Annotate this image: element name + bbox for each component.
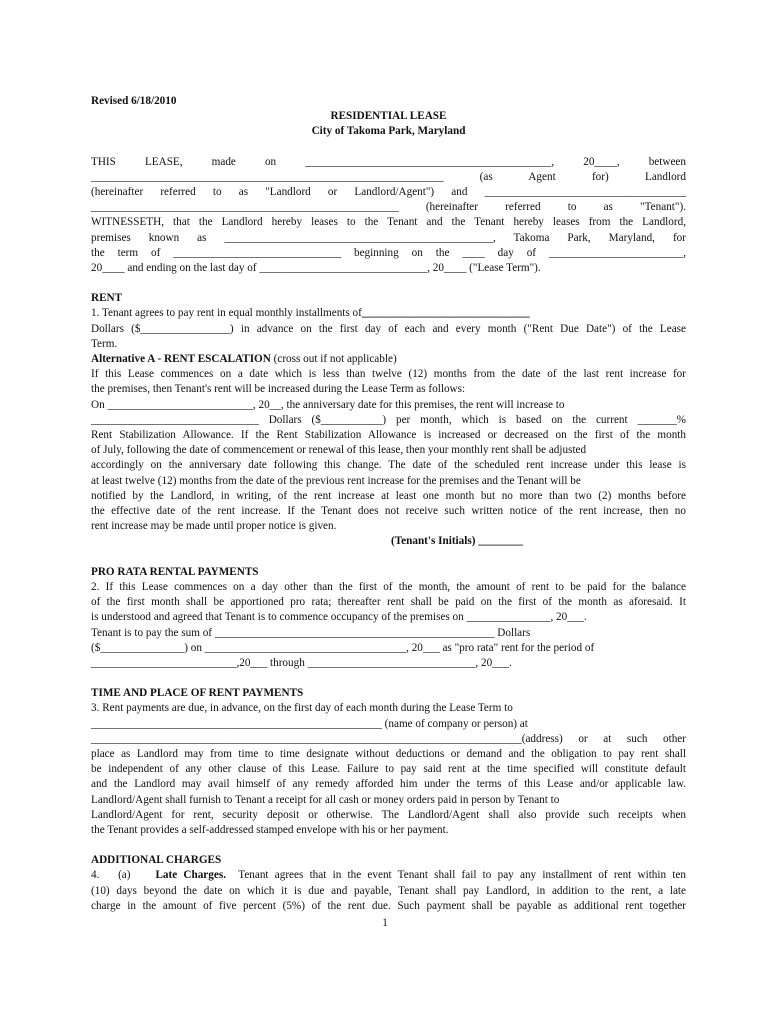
time-place-line: _____________________________________________________________________________(address) or at such other [91, 732, 686, 745]
tenant-initials: (Tenant's Initials) ________ [391, 535, 523, 548]
rent-clause-line: Term. [91, 337, 118, 350]
document-title: RESIDENTIAL LEASE [330, 110, 447, 123]
late-charges-title: Late Charges. [155, 869, 226, 882]
time-place-line: be independent of any other clause of this Lease. Failure to pay said rent at the time specified will constitute default [91, 763, 686, 776]
alt-a-line: Rent Stabilization Allowance. If the Rent Stabilization Allowance is increased or decreased on the first of the month [91, 429, 686, 442]
time-place-line: 3. Rent payments are due, in advance, on the first day of each month during the Lease Term to [91, 702, 513, 715]
document-subtitle: City of Takoma Park, Maryland [311, 125, 466, 138]
revision-date: Revised 6/18/2010 [91, 95, 177, 107]
prorata-line: 2. If this Lease commences on a day other than the first of the month, the amount of rent to be paid for the balance [91, 580, 686, 593]
intro-line: the term of ______________________________ beginning on the ____ day of ________________________, [91, 246, 686, 259]
time-place-line: Landlord/Agent shall furnish to Tenant a receipt for all cash or money orders paid in person by Tenant to [91, 793, 560, 806]
time-place-line: and the Landlord may avail himself of any remedy afforded him under the terms of this Lease and/or applicable law. [91, 778, 686, 791]
time-place-heading: TIME AND PLACE OF RENT PAYMENTS [91, 687, 304, 700]
intro-line: premises known as ________________________________________________, Takoma Park, Maryland, for [91, 231, 686, 244]
prorata-line: __________________________,20___ through ______________________________, 20___. [91, 656, 512, 669]
prorata-heading: PRO RATA RENTAL PAYMENTS [91, 565, 259, 578]
rent-clause-line: Dollars ($________________) in advance on the first day of each and every month ("Rent Due Date") of the Lease [91, 322, 686, 335]
intro-line: (hereinafter referred to as "Landlord or Landlord/Agent") and ____________________________________ [91, 186, 686, 199]
prorata-line: Tenant is to pay the sum of __________________________________________________ Dollars [91, 626, 531, 639]
rent-amount-blank: ______________________________ [361, 307, 530, 320]
late-charges-text: Tenant agrees that in the event Tenant shall fail to pay any installment of rent within ten [226, 869, 687, 882]
time-place-line: the Tenant provides a self-addressed stamped envelope with his or her payment. [91, 823, 449, 836]
rent-clause-text: 1. Tenant agrees to pay rent in equal monthly installments of [91, 307, 362, 320]
time-place-section [91, 686, 686, 838]
prorata-line: of the first month shall be apportioned pro rata; thereafter rent shall be paid on the first of the month as aforesaid. It [91, 596, 686, 609]
rent-heading: RENT [91, 292, 123, 305]
alt-a-line: On __________________________, 20__, the anniversary date for this premises, the rent will increase to [91, 398, 565, 411]
late-charges-number: 4. (a) [91, 869, 156, 882]
alt-a-line: rent increase may be made until proper notice is given. [91, 520, 337, 533]
rent-clause-line [91, 306, 686, 321]
intro-line: THIS LEASE, made on ____________________________________________, 20____, between [91, 155, 686, 168]
alt-a-line: If this Lease commences on a date which is less than twelve (12) months from the date of the last rent increase for [91, 368, 686, 381]
additional-charges-line: (10) days beyond the date on which it is due and payable, Tenant shall pay Landlord, in addition to the rent, a late [91, 884, 686, 897]
alt-a-note: (cross out if not applicable) [270, 353, 397, 366]
alt-a-line: ______________________________ Dollars ($___________) per month, which is based on the current _______% [91, 413, 686, 426]
page-number: 1 [382, 917, 388, 929]
time-place-line: ____________________________________________________ (name of company or person) at [91, 717, 528, 730]
prorata-section [91, 565, 686, 671]
additional-charges-heading: ADDITIONAL CHARGES [91, 854, 222, 867]
prorata-line: ($_______________) on ____________________________________, 20___ as "pro rata" rent for the period of [91, 641, 595, 654]
additional-charges-section [91, 853, 686, 914]
alt-a-line: the effective date of the rent increase. If the Tenant does not receive such written notice of the rent increase, then no [91, 505, 686, 518]
rent-section [91, 291, 686, 549]
intro-section [91, 155, 686, 277]
alt-a-line: the premises, then Tenant's rent will be increased during the Lease Term as follows: [91, 383, 466, 396]
alt-a-line: of July, following the date of commencement or renewal of this lease, then your monthly rent shall be adjusted [91, 444, 587, 457]
intro-line: WITNESSETH, that the Landlord hereby leases to the Tenant and the Tenant hereby leases from the Landlord, [91, 216, 686, 229]
intro-line: _______________________________________________________ (hereinafter referred to as "Tenant"). [91, 201, 686, 214]
intro-line: 20____ and ending on the last day of ______________________________, 20____ ("Lease Term"). [91, 262, 541, 275]
alt-a-line: notified by the Landlord, in writing, of the rent increase at least one month but no more than two (2) months before [91, 489, 686, 502]
time-place-line: place as Landlord may from time to time designate without deductions or demand and the obligation to pay rent shall [91, 747, 686, 760]
lease-page [91, 94, 686, 914]
intro-line: _______________________________________________________________ (as Agent for) Landlord [91, 170, 686, 183]
additional-charges-line: charge in the amount of five percent (5%) of the rent due. Such payment shall be payable as additional rent together [91, 899, 686, 912]
late-charges-line [91, 868, 686, 883]
alt-a-line: at least twelve (12) months from the date of the previous rent increase for the premises and the Tenant will be [91, 474, 581, 487]
alt-a-heading-line [91, 352, 686, 367]
alt-a-line: accordingly on the anniversary date following this change. The date of the scheduled rent increase under this lease is [91, 459, 686, 472]
alt-a-heading: Alternative A - RENT ESCALATION [91, 353, 271, 366]
time-place-line: Landlord/Agent for rent, security deposit or otherwise. The Landlord/Agent shall also provide such receipts when [91, 808, 686, 821]
prorata-line: is understood and agreed that Tenant is to commence occupancy of the premises on _______________, 20___. [91, 611, 587, 624]
